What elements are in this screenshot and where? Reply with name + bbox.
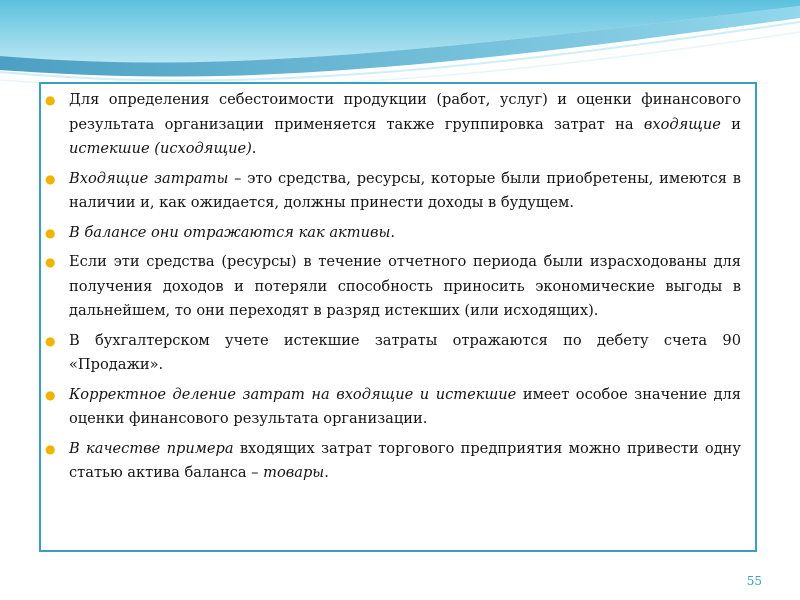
text-segment: и: [720, 115, 741, 133]
bullet-item: [45, 383, 741, 432]
content-box: [39, 82, 757, 552]
text-segment: входящих затрат торгового предприятия можно привести одну статью актива баланса –: [69, 439, 741, 481]
italic-text-segment: товары: [263, 464, 325, 481]
page-number: 55: [746, 574, 762, 588]
bullet-marker-icon: ●: [45, 93, 56, 107]
bullet-marker-icon: ●: [45, 171, 56, 186]
bullet-marker-icon: ●: [45, 387, 56, 402]
text-segment: .: [324, 464, 329, 481]
bullet-marker-icon: ●: [45, 255, 56, 269]
text-segment: Для определения себестоимости продукции (работ, услуг) и оценки финансового результата организации применяется также группировка затрат на: [69, 91, 741, 133]
text-segment: В бухгалтерском учете истекшие затраты отражаются по дебету счета 90 «Продажи».: [69, 331, 741, 373]
italic-text-segment: В качестве примера: [69, 439, 234, 457]
wave-header-decoration: [0, 0, 800, 95]
text-segment: имеет особое значение для оценки финансового результата организации.: [69, 385, 741, 427]
text-segment: – это средства, ресурсы, которые были приобретены, имеются в наличии и, как ожидается, должны принести доходы в будущем.: [69, 169, 741, 211]
bullet-item: [45, 329, 741, 378]
italic-text-segment: входящие: [643, 115, 721, 133]
bullet-item: [45, 88, 741, 162]
italic-text-segment: истекшие (исходящие): [69, 140, 252, 157]
bullet-marker-icon: ●: [45, 225, 56, 240]
text-segment: .: [251, 140, 257, 157]
bullet-item: [45, 250, 741, 324]
bullet-list: [41, 84, 755, 486]
text-segment: .: [390, 223, 396, 241]
italic-text-segment: Входящие затраты: [69, 169, 229, 187]
bullet-marker-icon: ●: [45, 441, 56, 456]
bullet-item: [45, 167, 741, 216]
bullet-item: [45, 437, 741, 486]
italic-text-segment: Корректное деление затрат на входящие и истекшие: [69, 385, 517, 403]
bullet-item: [45, 221, 741, 246]
text-segment: Если эти средства (ресурсы) в течение отчетного периода были израсходованы для получения доходов и потеряли способность приносить экономические выгоды в дальнейшем, то они переходят в разряд истекших (или исходящих).: [69, 253, 741, 319]
bullet-marker-icon: ●: [45, 333, 56, 348]
italic-text-segment: В балансе они отражаются как активы: [69, 223, 391, 241]
